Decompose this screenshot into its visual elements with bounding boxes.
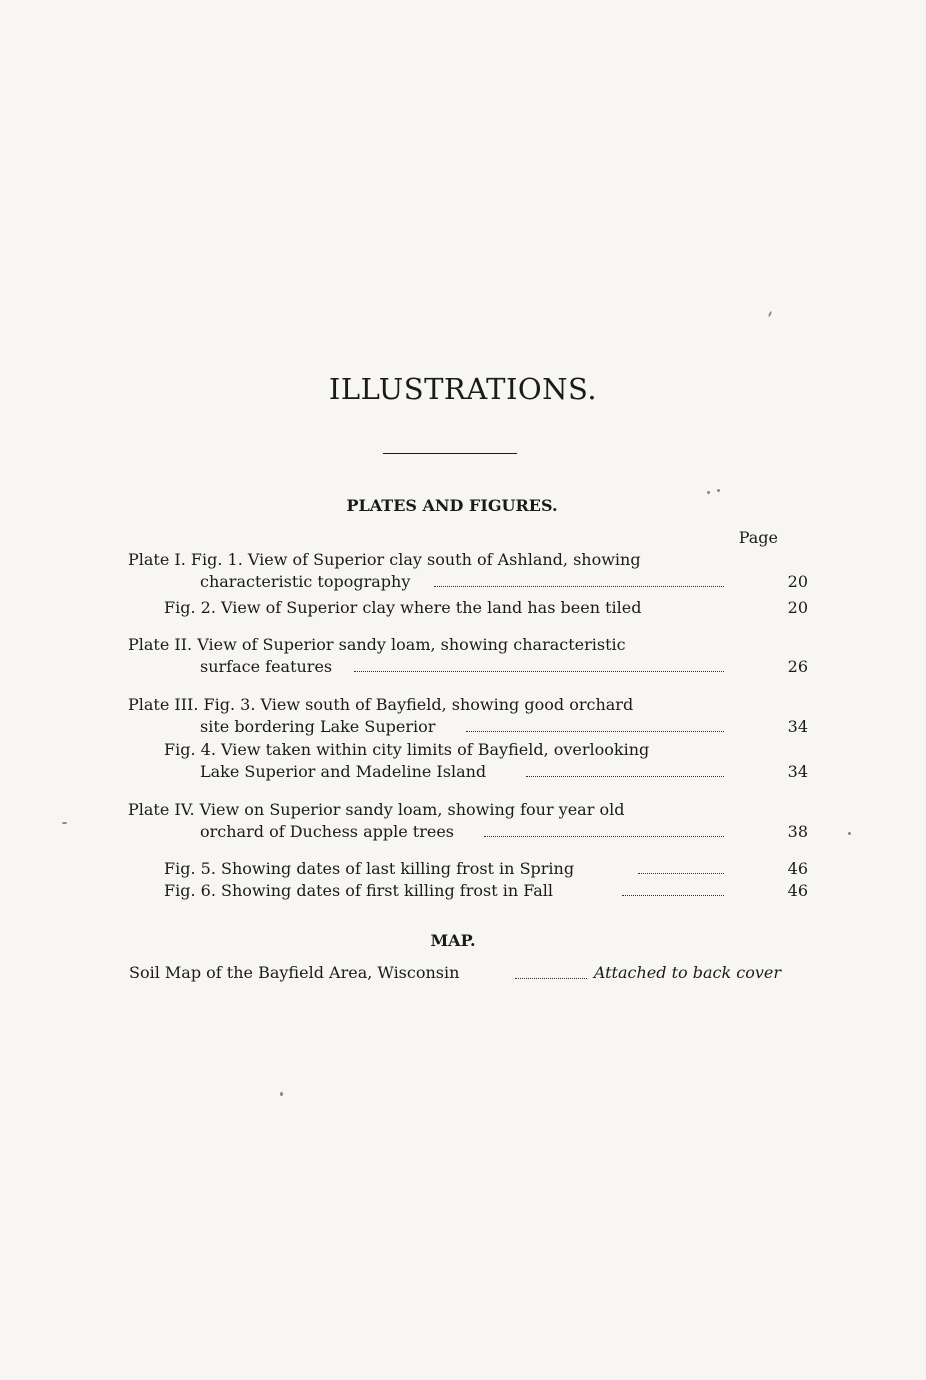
scan-speck [280,1092,283,1096]
entry-line: Fig. 6. Showing dates of first killing frost in Fall [164,881,554,900]
scan-speck [717,489,720,492]
page-number: 26 [787,657,808,676]
entry-line: Plate II. View of Superior sandy loam, showing characteristic [128,635,626,654]
toc-entry [128,858,808,880]
entry-line: Fig. 2. View of Superior clay where the land has been tiled [164,598,642,617]
entry-line: Fig. 4. View taken within city limits of Bayfield, overlooking [164,740,650,759]
dot-leader [484,836,724,837]
toc-entry [128,694,808,738]
toc-entry [128,597,808,619]
entry-line: Lake Superior and Madeline Island [200,762,487,781]
page-number: 46 [787,881,808,900]
dot-leader [515,978,587,979]
scan-speck [707,491,710,494]
page-number: 38 [787,822,808,841]
page-number: 34 [787,717,808,736]
entry-line: surface features [200,657,333,676]
page-number: 46 [787,859,808,878]
entry-line: Fig. 5. Showing dates of last killing frost in Spring [164,859,575,878]
toc-entry [128,880,808,902]
page-title: ILLUSTRATIONS. [328,372,598,406]
dot-leader [354,671,724,672]
page-number: 34 [787,762,808,781]
map-entry [129,963,789,982]
map-entry-text: Soil Map of the Bayfield Area, Wisconsin [129,963,460,982]
dot-leader [526,776,724,777]
entry-line: site bordering Lake Superior [200,717,436,736]
plates-figures-heading: PLATES AND FIGURES. [346,496,558,515]
scan-speck [848,832,851,835]
title-rule [383,453,517,454]
dot-leader [638,873,724,874]
toc-entry [128,739,808,783]
page-number: 20 [787,572,808,591]
toc-entry [128,549,808,593]
scan-speck [768,311,772,317]
page-number: 20 [787,598,808,617]
dot-leader [466,731,724,732]
entry-line: orchard of Duchess apple trees [200,822,454,841]
entry-line: Plate III. Fig. 3. View south of Bayfield, showing good orchard [128,695,634,714]
entry-line: Plate I. Fig. 1. View of Superior clay south of Ashland, showing [128,550,641,569]
dot-leader [622,895,724,896]
scan-speck [62,822,67,824]
dot-leader [434,586,724,587]
page-column-label: Page [738,528,778,547]
map-heading: MAP. [430,931,476,950]
toc-entry [128,799,808,843]
toc-entry [128,634,808,678]
entry-line: Plate IV. View on Superior sandy loam, showing four year old [128,800,625,819]
map-entry-location: Attached to back cover [593,963,781,982]
entry-line: characteristic topography [200,572,411,591]
